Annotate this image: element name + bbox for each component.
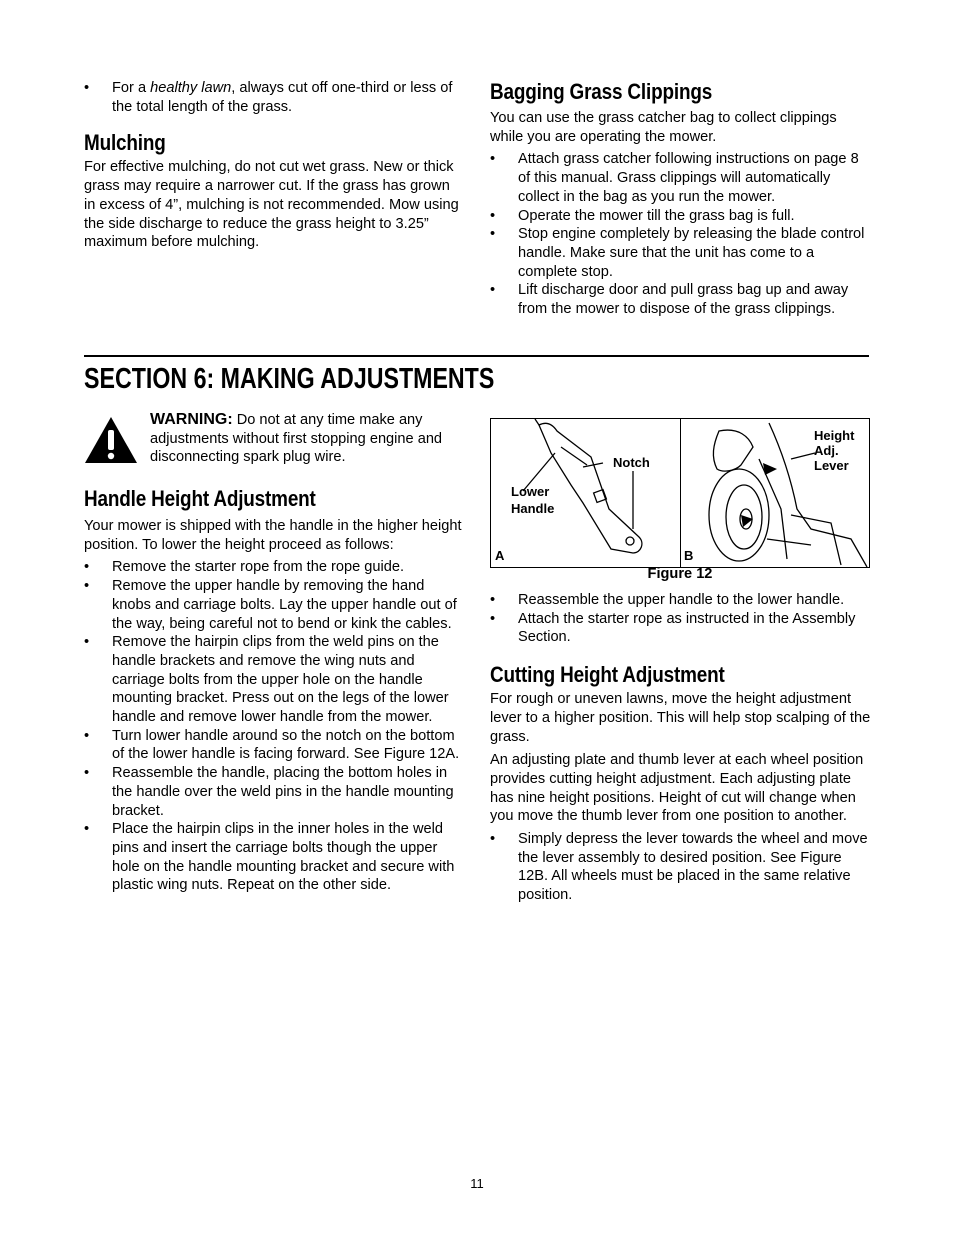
figure-label-lower: Lower [511,484,550,499]
section-rule [84,355,869,357]
cutting-height-heading: Cutting Height Adjustment [490,662,725,688]
list-item: • Remove the hairpin clips from the weld pins on the handle brackets and remove the wing nuts and carriage bolts from the upper hole on the handle mounting bracket. Press out on the legs of the lower handle and remove lower handle from the mower. [84,633,464,727]
list-item: • Lift discharge door and pull grass bag up and away from the mower to dispose of the grass clippings. [490,281,872,318]
left-top-column [84,79,464,252]
cutting-height-para2: An adjusting plate and thumb lever at each wheel position provides cutting height adjustment. Each adjusting plate has nine height positions. Height of cut will change when you move the thumb lever from one position to another. [490,752,864,825]
handle-height-heading: Handle Height Adjustment [84,486,316,511]
bullet-text: , always cut off one-third or less of the total length of the grass. [112,80,453,115]
figure-divider [680,419,681,567]
figure-caption: Figure 12 [647,566,713,582]
right-top-column [490,79,872,319]
list-item: • Attach grass catcher following instructions on page 8 of this manual. Grass clippings will automatically collect in the bag as you run the mower. [490,150,872,206]
warning-text-block [150,411,468,467]
handle-height-list [84,558,464,895]
list-item: • Turn lower handle around so the notch on the bottom of the lower handle is facing forward. See Figure 12A. [84,727,464,764]
cutting-height-para1: For rough or uneven lawns, move the height adjustment lever to a higher position. This will help stop scalping of the grass. [490,691,871,745]
list-item: • Place the hairpin clips in the inner holes in the weld pins and insert the carriage bolts though the upper hole on the handle mounting bracket and secure with plastic wing nuts. Repeat on the other side. [84,820,464,895]
list-item: • Reassemble the handle, placing the bottom holes in the handle over the weld pins in the handle mounting bracket. [84,764,464,820]
reassemble-list [490,591,872,647]
list-item: • Operate the mower till the grass bag is full. [490,207,872,226]
mulching-heading: Mulching [84,130,166,156]
bullet-text: For a [112,80,151,96]
healthy-lawn-list [84,79,464,116]
figure-label-notch: Notch [613,455,650,470]
bagging-list [490,150,872,318]
figure-label-height: Height [814,428,855,443]
page-number: 11 [470,1176,484,1191]
figure-12 [490,418,870,568]
figure-panel-b-letter: B [684,548,694,563]
handle-height-section [84,486,464,895]
list-item: • Stop engine completely by releasing the blade control handle. Make sure that the unit has come to a complete stop. [490,225,872,281]
handle-height-intro: Your mower is shipped with the handle in the higher height position. To lower the height proceed as follows: [84,518,462,553]
list-item: • Simply depress the lever towards the wheel and move the lever assembly to desired position. See Figure 12B. All wheels must be placed in the same relative position. [490,830,872,905]
figure-panel-a-letter: A [495,548,505,563]
list-item [84,79,464,116]
list-item: • Reassemble the upper handle to the lower handle. [490,591,872,610]
list-item: • Remove the upper handle by removing the hand knobs and carriage bolts. Lay the upper handle out of the way, being careful not to bend or kink the cables. [84,577,464,633]
bagging-intro: You can use the grass catcher bag to collect clippings while you are operating the mower. [490,110,837,145]
mulching-body: For effective mulching, do not cut wet grass. New or thick grass may require a narrower cut. If the grass has grown in excess of 4”, mulching is not recommended. Mow using the side discharge to reduce the grass height to 3.25” maximum before mulching. [84,159,459,251]
warning-icon [84,416,138,464]
figure-label-handle: Handle [511,501,555,516]
cutting-height-list [490,830,872,905]
right-lower-column [490,591,872,905]
list-item: • Attach the starter rope as instructed in the Assembly Section. [490,610,872,647]
figure-label-adj: Adj. [814,443,839,458]
section-title: SECTION 6: MAKING ADJUSTMENTS [84,363,495,395]
bullet-italic-text: healthy lawn [150,80,232,96]
list-item: • Remove the starter rope from the rope guide. [84,558,464,577]
bagging-heading: Bagging Grass Clippings [490,79,713,104]
warning-message: Do not at any time make any adjustments without first stopping engine and disconnecting spark plug wire. [150,412,443,466]
figure-label-lever: Lever [814,458,849,473]
warning-label: WARNING: [150,411,233,428]
